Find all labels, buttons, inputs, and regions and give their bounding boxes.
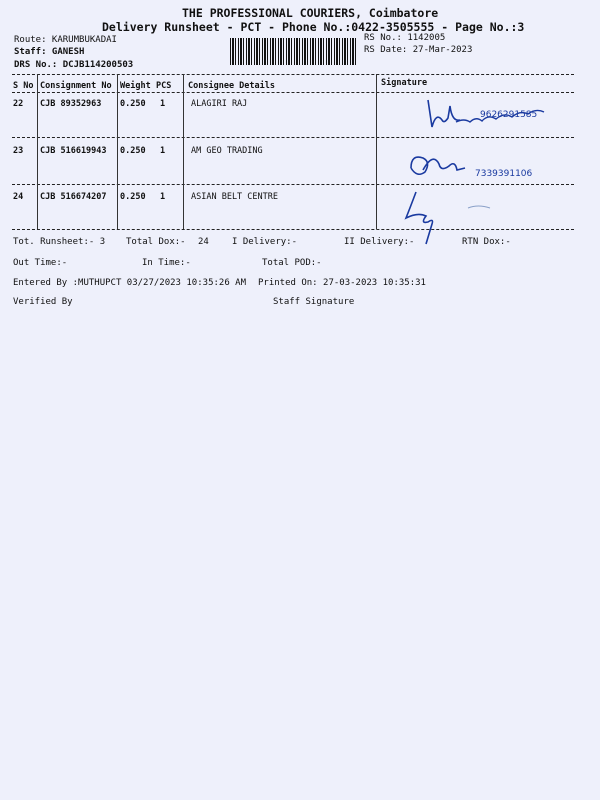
row-consignee: ASIAN BELT CENTRE: [191, 192, 278, 202]
printed-on: Printed On: 27-03-2023 10:35:31: [258, 278, 426, 288]
rs-number: RS No.: 1142005: [364, 33, 446, 43]
title-line1: THE PROFESSIONAL COURIERS, Coimbatore: [182, 6, 439, 20]
row-rule: [12, 137, 574, 138]
row-weight: 0.250: [120, 99, 146, 109]
total-dox-value: 24: [198, 237, 209, 247]
col-header-pcs: PCS: [156, 81, 172, 91]
col-header-consignee: Consignee Details: [188, 81, 275, 91]
signature-note: 9626291585: [480, 110, 538, 120]
total-runsheet: Tot. Runsheet:- 3: [13, 237, 106, 247]
rs-date: RS Date: 27-Mar-2023: [364, 45, 473, 55]
barcode-image: [230, 38, 358, 65]
row-pcs: 1: [160, 192, 166, 202]
row-weight: 0.250: [120, 146, 146, 156]
column-divider: [37, 74, 38, 229]
i-delivery-label: I Delivery:-: [232, 237, 298, 247]
col-header-sno: S No: [13, 81, 34, 91]
row-weight: 0.250: [120, 192, 146, 202]
signature-note: 7339391106: [475, 169, 533, 179]
row-consignment: CJB 516674207: [40, 192, 107, 202]
column-divider: [183, 74, 184, 229]
route-label: Route: KARUMBUKADAI: [14, 35, 117, 45]
col-header-signature: Signature: [381, 78, 428, 88]
total-pod-label: Total POD:-: [262, 258, 322, 268]
row-consignee: AM GEO TRADING: [191, 146, 263, 156]
out-time-label: Out Time:-: [13, 258, 68, 268]
verified-by-label: Verified By: [13, 297, 73, 307]
total-dox-label: Total Dox:-: [126, 237, 186, 247]
in-time-label: In Time:-: [142, 258, 191, 268]
row-consignment: CJB 516619943: [40, 146, 107, 156]
row-sno: 23: [13, 146, 24, 156]
title-line2: Delivery Runsheet - PCT - Phone No.:0422-3505555 - Page No.:3: [102, 20, 525, 34]
row-pcs: 1: [160, 146, 166, 156]
row-pcs: 1: [160, 99, 166, 109]
signature-image: [420, 92, 560, 137]
rtn-dox-label: RTN Dox:-: [462, 237, 511, 247]
row-sno: 24: [13, 192, 24, 202]
staff-signature-label: Staff Signature: [273, 297, 355, 307]
row-consignee: ALAGIRI RAJ: [191, 99, 248, 109]
signature-image: [405, 148, 555, 183]
col-header-weight: Weight: [120, 81, 151, 91]
ii-delivery-label: II Delivery:-: [344, 237, 415, 247]
row-rule: [12, 184, 574, 185]
table-top-rule: [12, 74, 574, 75]
column-divider: [376, 74, 377, 229]
staff-label: Staff: GANESH: [14, 47, 85, 57]
row-consignment: CJB 89352963: [40, 99, 102, 109]
col-header-consignment: Consignment No: [40, 81, 112, 91]
drs-number: DRS No.: DCJB114200503: [14, 60, 134, 70]
row-sno: 22: [13, 99, 24, 109]
entered-by: Entered By :MUTHUPCT 03/27/2023 10:35:26 AM: [13, 278, 246, 288]
column-divider: [117, 74, 118, 229]
